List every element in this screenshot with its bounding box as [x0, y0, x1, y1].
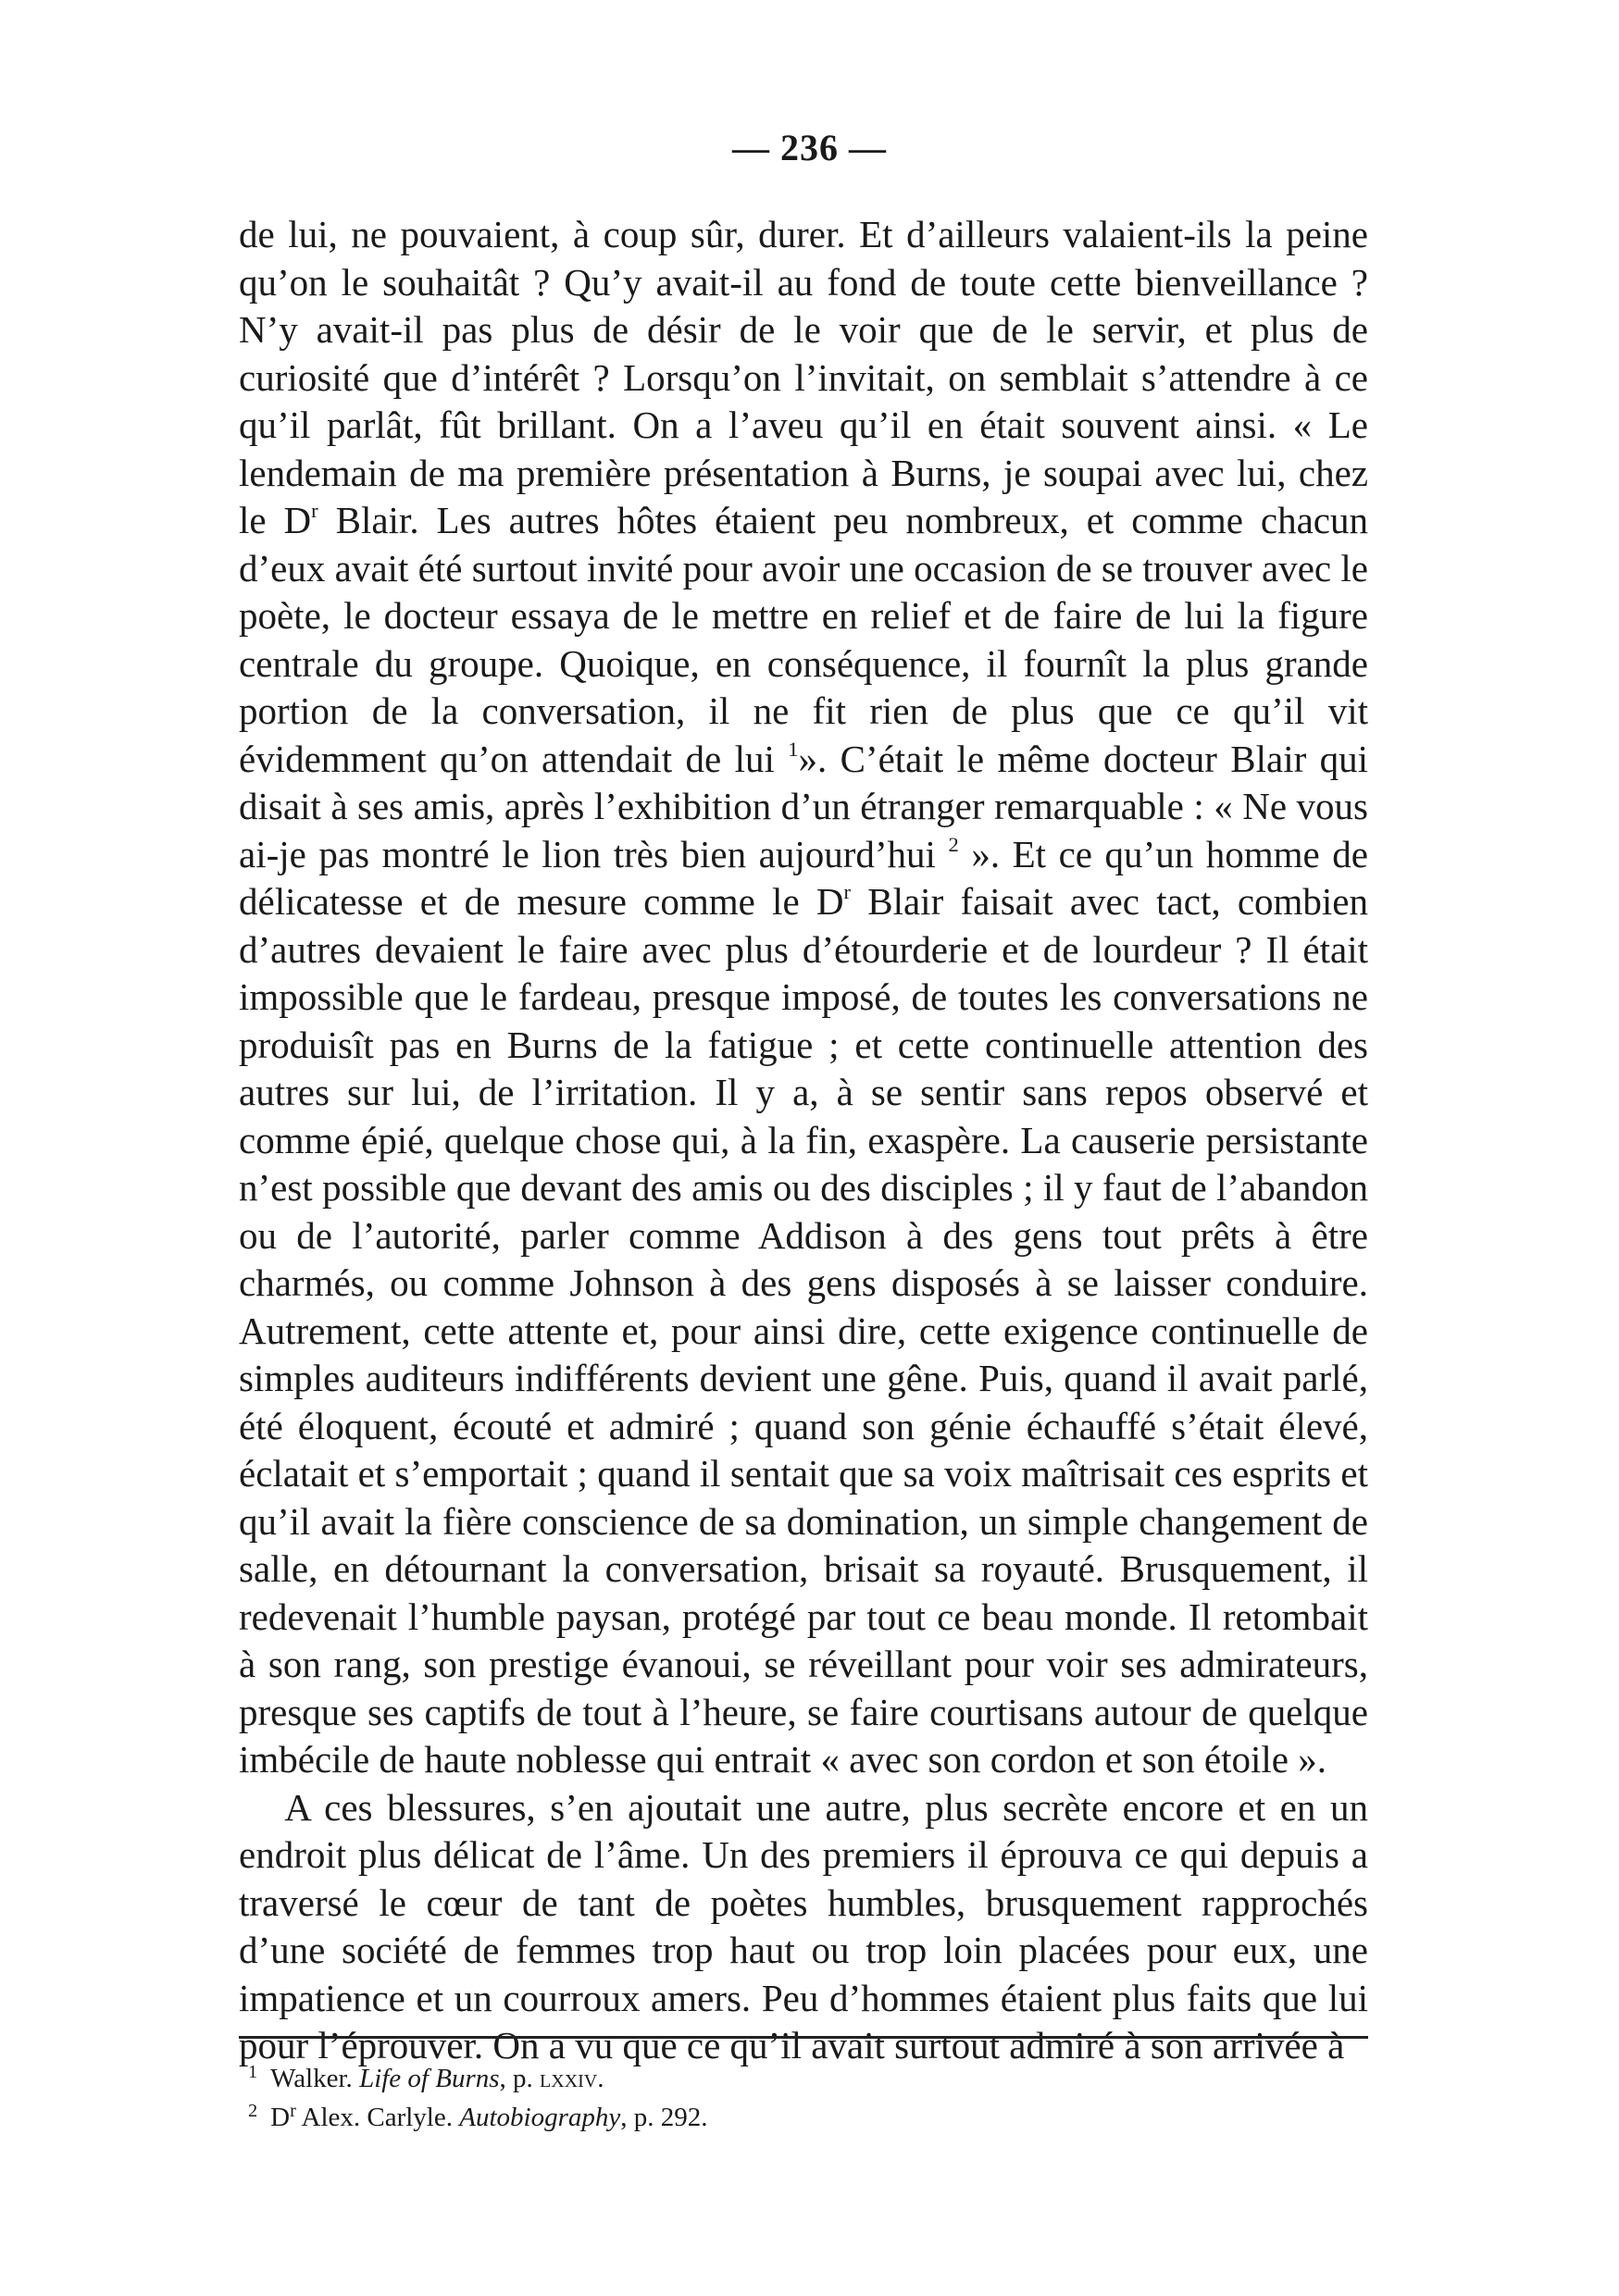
text-span: A ces blessures, s’en ajoutait une autre, plus secrète encore et en un endroit plus délicat de l’âme. Un des premiers il éprouva ce qui depuis a traversé le cœur de tant de poètes humbles, brusquement rapprochés d’une société de femmes trop haut ou trop loin placées pour eux, une impatience et un courroux amers. Peu d’hommes étaient plus faits que lui pour l’éprouver. On a vu que ce qu’il avait surtout admiré à son arrivée à — [239, 1785, 1368, 2066]
footnote-2 — [239, 2098, 1368, 2137]
page-number: — 236 — — [732, 127, 887, 168]
footnote-marker: 2 — [248, 2100, 258, 2121]
paragraph — [239, 1784, 1368, 2070]
footnote-ref-2: 2 — [948, 832, 959, 856]
paragraph — [239, 211, 1368, 1784]
footnote-title: Life of Burns — [359, 2064, 500, 2093]
footnote-1 — [239, 2059, 1368, 2098]
footnote-prefix: D — [270, 2103, 291, 2132]
footnote-ref-1: 1 — [788, 737, 799, 761]
footnote-title: Autobiography — [459, 2103, 621, 2132]
footnote-page-label: , p. 292 — [620, 2103, 702, 2132]
body-text — [239, 211, 1368, 2070]
footnote-author: Alex. Carlyle. — [295, 2103, 453, 2132]
footnote-page-label: , p. — [499, 2064, 533, 2093]
text-span: Blair faisait avec tact, combien d’autres devaient le faire avec plus d’étourderie et de lourdeur ? Il était impossible que le fardeau, presque imposé, de toutes les conversations ne produisît pas en Burns de la fatigue ; et cette continuelle attention des autres sur lui, de l’irritation. Il y a, à se sentir sans repos observé et comme épié, quelque chose qui, à la fin, exaspère. La causerie persistante n’est possible que devant des amis ou des disciples ; il y faut de l’abandon ou de l’autorité, parler comme Addison à des gens tout prêts à être charmés, ou comme Johnson à des gens disposés à se laisser conduire. Autrement, cette attente et, pour ainsi dire, cette exigence continuelle de simples auditeurs indifférents devient une gêne. Puis, quand il avait parlé, été éloquent, écouté et admiré ; quand son génie échauffé s’était élevé, éclatait et s’emportait ; quand il sentait que sa voix maîtrisait ces esprits et qu’il avait la fière conscience de sa domination, un simple changement de salle, en détournant la conversation, brisait sa royauté. Brusquement, il redevenait l’humble paysan, protégé par tout ce beau monde. Il retombait à son rang, son prestige évanoui, se réveillant pour voir ses admirateurs, presque ses captifs de tout à l’heure, se faire courtisans autour de quelque imbécile de haute noblesse qui entrait « avec son cordon et son étoile ». — [239, 880, 1369, 1781]
text-span: de lui, ne pouvaient, à coup sûr, durer. Et d’ailleurs valaient-ils la peine qu’on le souhaitât ? Qu’y avait-il au fond de toute cette bienveillance ? N’y avait-il pas plus de désir de le voir que de le servir, et plus de curiosité que d’intérêt ? Lorsqu’on l’invitait, on semblait s’attendre à ce qu’il parlât, fût brillant. On a l’aveu qu’il en était souvent ainsi. « Le lendemain de ma première présentation à Burns, je soupai avec lui, chez le D — [239, 213, 1368, 541]
text-span: ». Et ce qu’un homme de délicatesse et de mesure comme le D — [239, 832, 1368, 923]
footnote-author: Walker. — [270, 2064, 353, 2093]
footnote-end: . — [701, 2103, 708, 2132]
text-span: ». C’était le même docteur Blair qui disait à ses amis, après l’exhibition d’un étranger remarquable : « Ne vous ai-je pas montré le lion très bien aujourd’hui — [239, 737, 1368, 875]
superscript: r — [843, 880, 852, 904]
footnotes — [239, 2059, 1368, 2137]
footnote-end: . — [597, 2064, 604, 2093]
superscript: r — [311, 499, 318, 523]
footnote-divider — [239, 2036, 1368, 2039]
text-span: Blair. Les autres hôtes étaient peu nombreux, et comme chacun d’eux avait été surtout invité pour avoir une occasion de se trouver avec le poète, le docteur essaya de le mettre en relief et de faire de lui la figure centrale du groupe. Quoique, en conséquence, il fournît la plus grande portion de la conversation, il ne fit rien de plus que ce qu’il vit évidemment qu’on attendait de lui — [239, 499, 1368, 780]
superscript: r — [290, 2100, 296, 2121]
footnote-page: lxxiv — [540, 2064, 598, 2093]
footnote-marker: 1 — [248, 2061, 258, 2082]
